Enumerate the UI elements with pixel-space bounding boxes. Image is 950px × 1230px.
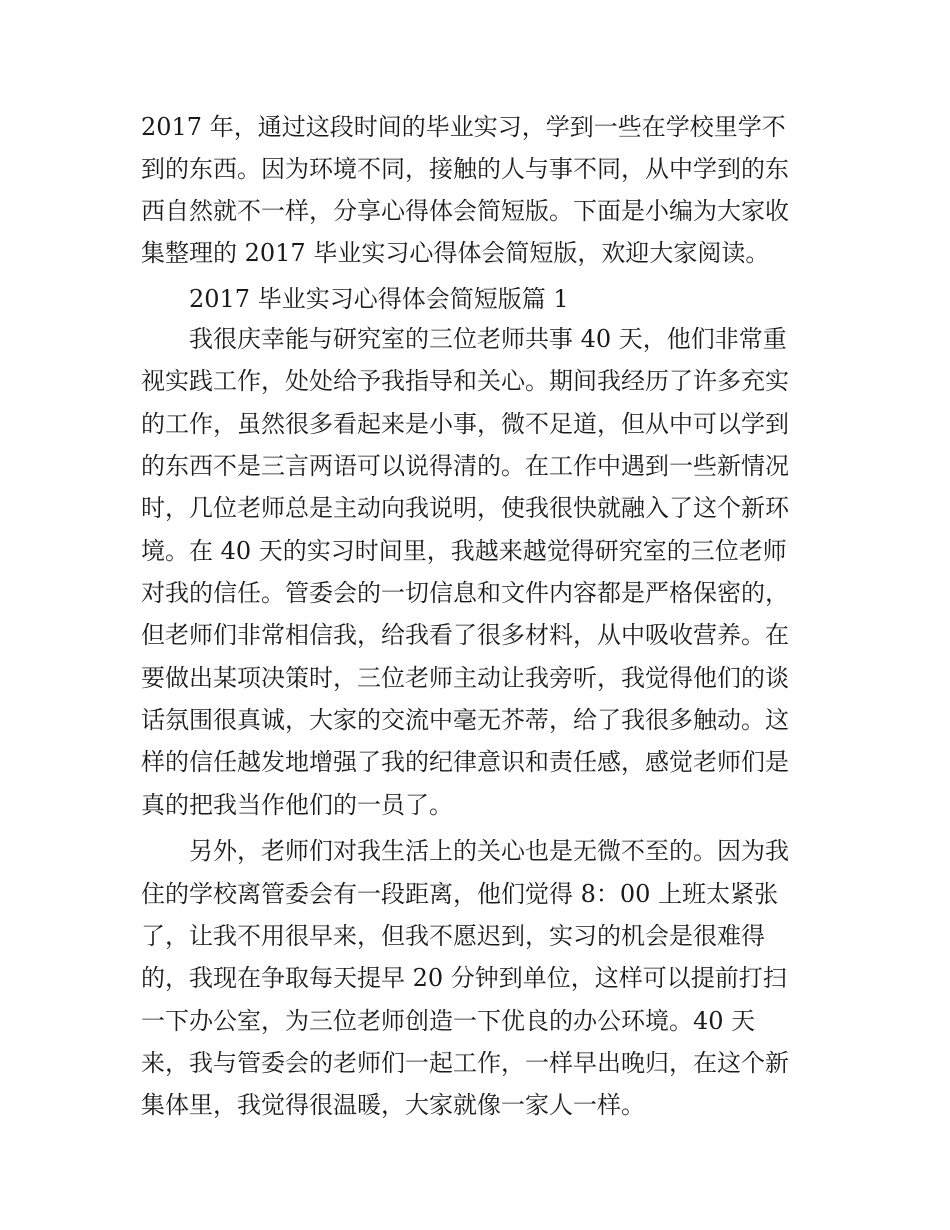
paragraph-line: 来，我与管委会的老师们一起工作，一样早出晚归，在这个新 xyxy=(141,1049,789,1077)
paragraph-line: 的工作，虽然很多看起来是小事，微不足道，但从中可以学到 xyxy=(141,410,789,438)
paragraph-line: 一下办公室，为三位老师创造一下优良的办公环境。40 天 xyxy=(141,1007,756,1035)
intro-line: 2017 年，通过这段时间的毕业实习，学到一些在学校里学不 xyxy=(141,113,786,141)
intro-line: 集整理的 2017 毕业实习心得体会简短版，欢迎大家阅读。 xyxy=(141,239,770,267)
paragraph-line: 真的把我当作他们的一员了。 xyxy=(141,791,453,819)
paragraph-line: 集体里，我觉得很温暖，大家就像一家人一样。 xyxy=(141,1091,645,1119)
paragraph-line: 对我的信任。管委会的一切信息和文件内容都是严格保密的， xyxy=(141,579,789,607)
intro-line: 到的东西。因为环境不同，接触的人与事不同，从中学到的东 xyxy=(141,155,789,183)
paragraph-line: 视实践工作，处处给予我指导和关心。期间我经历了许多充实 xyxy=(141,367,789,395)
paragraph-line: 样的信任越发地增强了我的纪律意识和责任感，感觉老师们是 xyxy=(141,748,789,776)
paragraph-line: 我很庆幸能与研究室的三位老师共事 40 天，他们非常重 xyxy=(189,325,787,353)
paragraph-line: 话氛围很真诚，大家的交流中毫无芥蒂，给了我很多触动。这 xyxy=(141,706,789,734)
paragraph-line: 了，让我不用很早来，但我不愿迟到，实习的机会是很难得 xyxy=(141,922,765,950)
paragraph-line: 时，几位老师总是主动向我说明，使我很快就融入了这个新环 xyxy=(141,494,789,522)
paragraph-line: 要做出某项决策时，三位老师主动让我旁听，我觉得他们的谈 xyxy=(141,664,789,692)
intro-line: 西自然就不一样，分享心得体会简短版。下面是小编为大家收 xyxy=(141,197,789,225)
paragraph-line: 住的学校离管委会有一段距离，他们觉得 8：00 上班太紧张 xyxy=(141,880,779,908)
paragraph-line: 但老师们非常相信我，给我看了很多材料，从中吸收营养。在 xyxy=(141,621,789,649)
paragraph-line: 的东西不是三言两语可以说得清的。在工作中遇到一些新情况 xyxy=(141,452,789,480)
section-heading: 2017 毕业实习心得体会简短版篇 1 xyxy=(189,285,569,313)
paragraph-line: 的，我现在争取每天提早 20 分钟到单位，这样可以提前打扫 xyxy=(141,964,787,992)
paragraph-line: 另外，老师们对我生活上的关心也是无微不至的。因为我 xyxy=(189,837,789,865)
paragraph-line: 境。在 40 天的实习时间里，我越来越觉得研究室的三位老师 xyxy=(141,537,787,565)
